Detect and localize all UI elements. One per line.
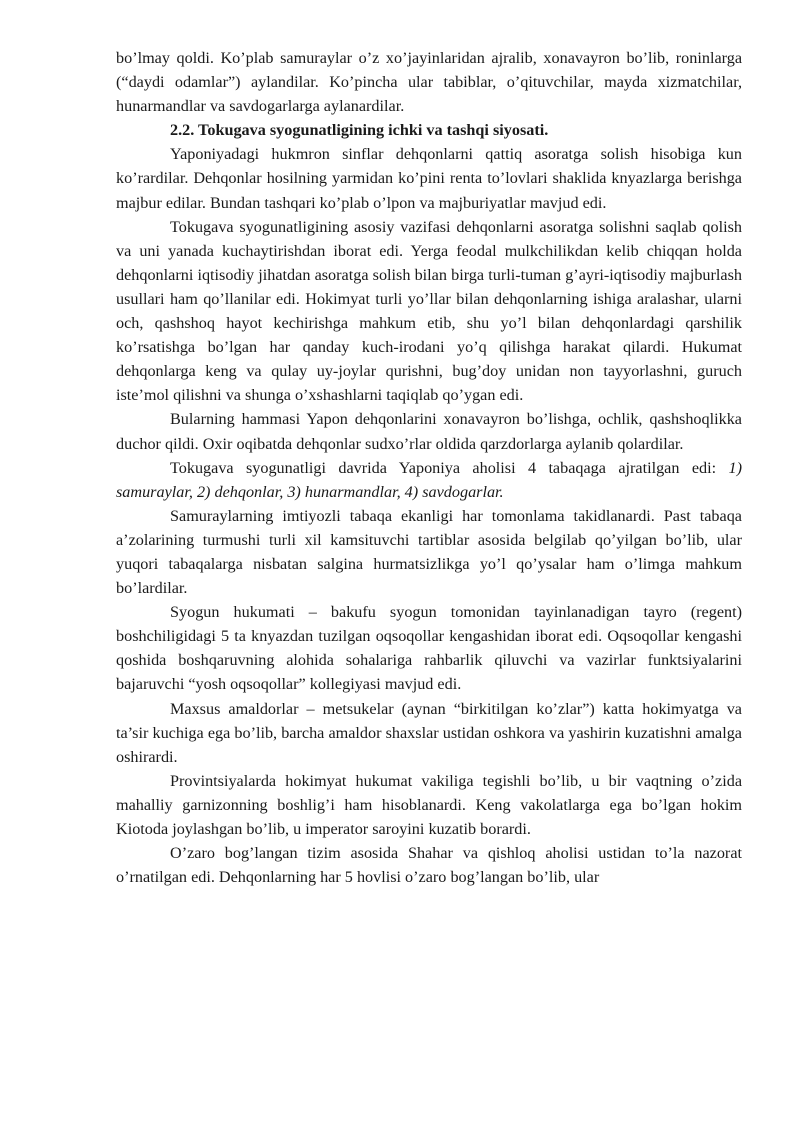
section-heading: 2.2. Tokugava syogunatligining ichki va tashqi siyosati. [170,121,549,140]
paragraph: bo’lmay qoldi. Ko’plab samuraylar o’z xo’jayinlaridan ajralib, xonavayron bo’lib, roninlarga (“daydi odamlar”) aylandilar. Ko’pincha ular tabiblar, o’qituvchilar, mayda xizmatchilar, hunarmandlar va savdogarlarga aylanardilar. [116,49,742,116]
paragraph: Bularning hammasi Yapon dehqonlarini xonavayron bo’lishga, ochlik, qashshoqlikka duchor qildi. Oxir oqibatda dehqonlar sudxo’rlar oldida qarzdorlarga aylanib qolardilar. [116,410,742,453]
document-page [116,46,742,889]
paragraph: O’zaro bog’langan tizim asosida Shahar va qishloq aholisi ustidan to’la nazorat o’rnatilgan edi. Dehqonlarning har 5 hovlisi o’zaro bog’langan bo’lib, ular [116,844,742,887]
paragraph: Tokugava syogunatligining asosiy vazifasi dehqonlarni asoratga solishni saqlab qolish va uni yanada kuchaytirishdan iborat edi. Yerga feodal mulkchilikdan kelib chiqqan holda dehqonlarni iqtisodiy jihatdan asoratga solish bilan birga turli-tuman g’ayri-iqtisodiy majburlash usullari ham qo’llanilar edi. Hokimyat turli yo’llar bilan dehqonlarning ishiga aralashar, ularni och, qashshoq hayot kechirishga mahkum etib, shu yo’l bilan dehqonlardagi qarshilik ko’rsatishga bo’lgan har qanday kuch-irodani yo’q qilishga harakat qilardi. Hukumat dehqonlarga keng va qulay uy-joylar qurishni, bug’doy unidan non tayyorlashni, guruch iste’mol qilishni va shunga o’xshashlarni taqiqlab qo’ygan edi. [116,217,742,405]
paragraph [116,456,742,504]
paragraph-text: Tokugava syogunatligi davrida Yaponiya aholisi 4 tabaqaga ajratilgan edi: [170,458,717,477]
estate-list: 1) samuraylar, 2) dehqonlar, 3) hunarmandlar, 4) savdogarlar. [116,458,742,501]
paragraph: Provintsiyalarda hokimyat hukumat vakiliga tegishli bo’lib, u bir vaqtning o’zida mahalliy garnizonning boshlig’i ham hisoblanardi. Keng vakolatlarga ega bo’lgan hokim Kiotoda joylashgan bo’lib, u imperator saroyini kuzatib borardi. [116,771,742,838]
paragraph: Samuraylarning imtiyozli tabaqa ekanligi har tomonlama takidlanardi. Past tabaqa a’zolarining turmushi turli xil kamsituvchi tartiblar asosida belgilab qo’yilgan bo’lib, ular yuqori tabaqalarga nisbatan salgina hurmatsizlikga yo’l qo’ysalar ham o’limga mahkum bo’lardilar. [116,506,742,598]
paragraph: Maxsus amaldorlar – metsukelar (aynan “birkitilgan ko’zlar”) katta hokimyatga va ta’sir kuchiga ega bo’lib, barcha amaldor shaxslar ustidan oshkora va yashirin kuzatishni amalga oshirardi. [116,699,742,766]
paragraph: Syogun hukumati – bakufu syogun tomonidan tayinlanadigan tayro (regent) boshchiligidagi 5 ta knyazdan tuzilgan oqsoqollar kengashidan iborat edi. Oqsoqollar kengashi qoshida boshqaruvning alohida sohalariga rahbarlik qiluvchi va vazirlar funktsiyalarini bajaruvchi “yosh oqsoqollar” kollegiyasi mavjud edi. [116,603,742,694]
paragraph: Yaponiyadagi hukmron sinflar dehqonlarni qattiq asoratga solish hisobiga kun ko’rardilar. Dehqonlar hosilning yarmidan ko’pini renta to’lovlari shaklida knyazlarga berishga majbur edilar. Bundan tashqari ko’plab o’lpon va majburiyatlar mavjud edi. [116,145,742,212]
